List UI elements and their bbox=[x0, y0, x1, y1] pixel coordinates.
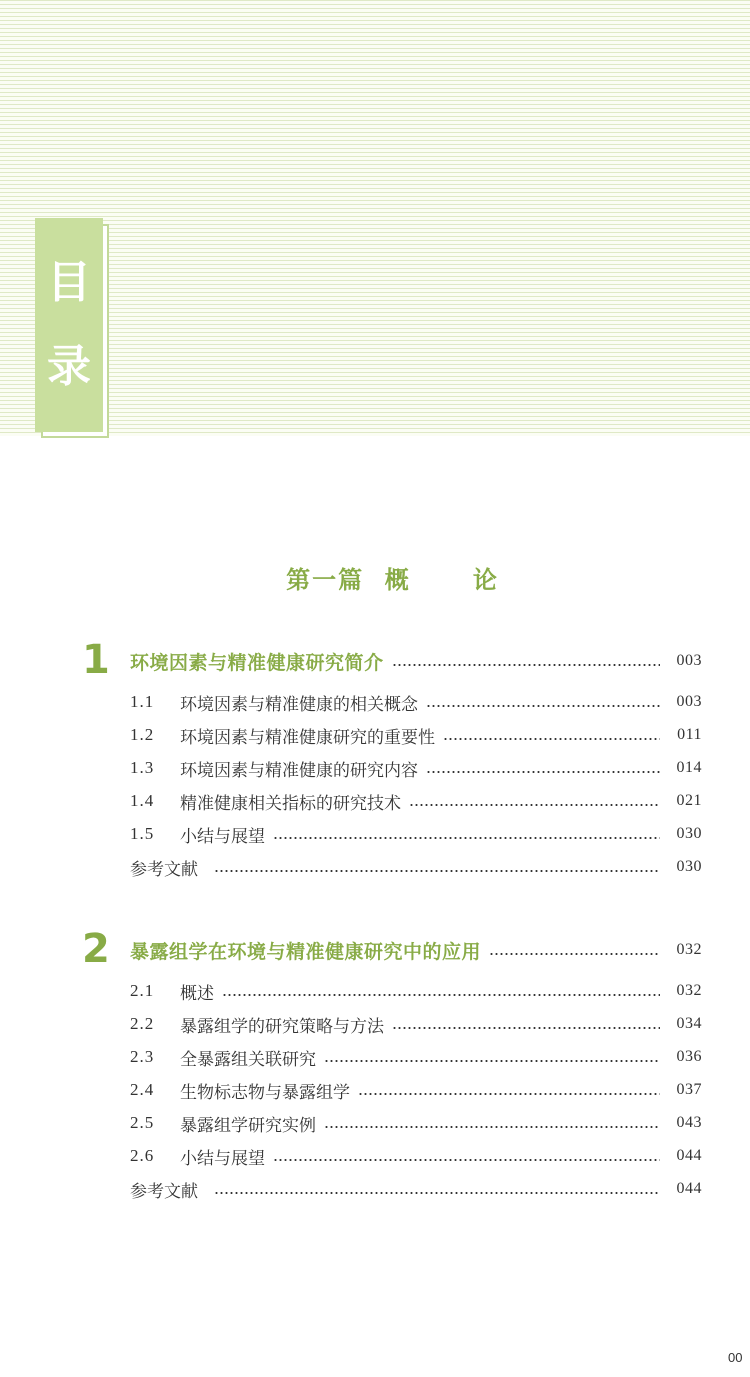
toc-title-char-1: 目 bbox=[47, 257, 91, 308]
toc-entry[interactable] bbox=[130, 1012, 702, 1036]
toc-entry[interactable] bbox=[130, 979, 702, 1003]
dot-leader bbox=[409, 803, 660, 807]
dot-leader bbox=[273, 836, 660, 840]
chapter-title: 环境因素与精准健康研究简介 bbox=[130, 651, 384, 674]
toc-entry[interactable] bbox=[130, 756, 702, 780]
page-number: 044 bbox=[676, 1147, 702, 1164]
toc-entry[interactable] bbox=[130, 1078, 702, 1102]
section-number: 2.1 bbox=[130, 981, 155, 1000]
toc-entry-references[interactable] bbox=[130, 1177, 702, 1201]
dot-leader bbox=[214, 1191, 660, 1195]
page-number: 037 bbox=[676, 1081, 702, 1098]
dot-leader bbox=[443, 737, 660, 741]
dot-leader bbox=[214, 869, 660, 873]
page-number: 030 bbox=[676, 825, 702, 842]
page-number: 044 bbox=[676, 1180, 702, 1197]
section-number: 2.2 bbox=[130, 1014, 155, 1033]
part-title: 第一篇 概 论 bbox=[286, 566, 499, 594]
page-number: 032 bbox=[676, 941, 702, 958]
chapter-number: 2 bbox=[82, 926, 110, 972]
header-band bbox=[0, 0, 750, 436]
section-title: 全暴露组关联研究 bbox=[180, 1049, 316, 1070]
section-title: 环境因素与精准健康的相关概念 bbox=[180, 694, 418, 715]
page-number: 003 bbox=[676, 652, 702, 669]
chapter-title: 暴露组学在环境与精准健康研究中的应用 bbox=[130, 940, 482, 963]
section-number: 2.5 bbox=[130, 1113, 155, 1132]
page-number: 014 bbox=[676, 759, 702, 776]
section-number: 2.6 bbox=[130, 1146, 155, 1165]
toc-entry[interactable] bbox=[130, 723, 702, 747]
toc-title-block bbox=[35, 218, 103, 432]
chapter-number: 1 bbox=[82, 637, 110, 683]
section-title: 生物标志物与暴露组学 bbox=[180, 1082, 350, 1103]
page-number: 021 bbox=[676, 792, 702, 809]
section-title: 暴露组学研究实例 bbox=[180, 1115, 316, 1136]
dot-leader bbox=[324, 1125, 660, 1129]
section-title: 小结与展望 bbox=[180, 826, 265, 847]
section-title: 环境因素与精准健康的研究内容 bbox=[180, 760, 418, 781]
dot-leader bbox=[358, 1092, 660, 1096]
toc-title-char-2: 录 bbox=[47, 341, 91, 392]
section-number: 1.1 bbox=[130, 692, 155, 711]
page-number: 043 bbox=[676, 1114, 702, 1131]
toc-entry[interactable] bbox=[130, 822, 702, 846]
dot-leader bbox=[324, 1059, 660, 1063]
dot-leader bbox=[273, 1158, 660, 1162]
dot-leader bbox=[426, 704, 660, 708]
page-number: 011 bbox=[677, 726, 702, 743]
dot-leader bbox=[392, 1026, 660, 1030]
section-number: 1.2 bbox=[130, 725, 155, 744]
section-number: 1.3 bbox=[130, 758, 155, 777]
section-title: 概述 bbox=[180, 983, 214, 1004]
section-title: 精准健康相关指标的研究技术 bbox=[180, 793, 401, 814]
section-title: 环境因素与精准健康研究的重要性 bbox=[180, 727, 435, 748]
footer-page-number: 00 bbox=[728, 1350, 743, 1365]
section-number: 2.3 bbox=[130, 1047, 155, 1066]
section-title: 暴露组学的研究策略与方法 bbox=[180, 1016, 384, 1037]
chapter-1-heading[interactable] bbox=[0, 638, 750, 688]
page-number: 003 bbox=[676, 693, 702, 710]
toc-entry[interactable] bbox=[130, 1111, 702, 1135]
toc-entry[interactable] bbox=[130, 690, 702, 714]
dot-leader bbox=[489, 952, 660, 956]
dot-leader bbox=[392, 663, 660, 667]
page-number: 036 bbox=[676, 1048, 702, 1065]
page-number: 030 bbox=[676, 858, 702, 875]
section-number: 1.5 bbox=[130, 824, 155, 843]
toc-entry[interactable] bbox=[130, 1144, 702, 1168]
page-number: 034 bbox=[676, 1015, 702, 1032]
toc-entry[interactable] bbox=[130, 789, 702, 813]
dot-leader bbox=[426, 770, 660, 774]
section-number: 1.4 bbox=[130, 791, 155, 810]
chapter-2-heading[interactable] bbox=[0, 927, 750, 977]
references-title: 参考文献 bbox=[130, 1181, 198, 1202]
dot-leader bbox=[222, 993, 660, 997]
toc-entry[interactable] bbox=[130, 1045, 702, 1069]
section-number: 2.4 bbox=[130, 1080, 155, 1099]
section-title: 小结与展望 bbox=[180, 1148, 265, 1169]
references-title: 参考文献 bbox=[130, 859, 198, 880]
toc-entry-references[interactable] bbox=[130, 855, 702, 879]
page-number: 032 bbox=[676, 982, 702, 999]
